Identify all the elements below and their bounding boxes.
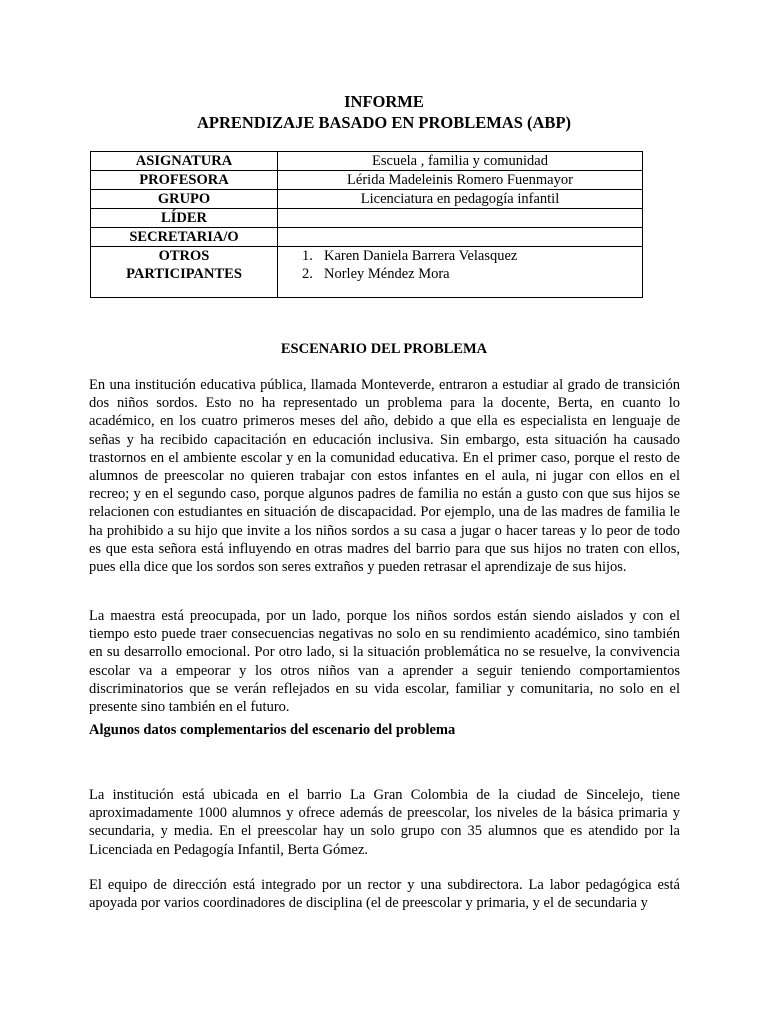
asignatura-value: Escuela , familia y comunidad xyxy=(278,152,643,171)
otros-label-line2: PARTICIPANTES xyxy=(126,266,242,282)
profesora-value: Lérida Madeleinis Romero Fuenmayor xyxy=(278,171,643,190)
asignatura-label: ASIGNATURA xyxy=(91,152,278,171)
secretaria-label: SECRETARIA/O xyxy=(91,228,278,247)
escenario-heading: ESCENARIO DEL PROBLEMA xyxy=(280,341,488,357)
list-number: 1. xyxy=(302,248,313,264)
escenario-paragraph-1: En una institución educativa pública, llamada Monteverde, entraron a estudiar al grado de transición dos niños sordos. Esto no ha representado un problema para la docente, Berta, en cuanto lo académico, en los cuatro primeros meses del año, debido a que ella es especialista en lenguaje de señas y ha recibido capacitación en educación inclusiva. Sin embargo, esta situación ha causado trastornos en el ambiente escolar y en la comunidad educativa. En el primer caso, porque el resto de alumnos de preescolar no quieren trabajar con estos infantes en el aula, ni jugar con ellos en el recreo; y en el segundo caso, porque algunos padres de familia no están a gusto con que sus hijos se relacionen con estudiantes en situación de discapacidad. Por ejemplo, una de las madres de familia le ha prohibido a su hijo que invite a los niños sordos a su casa a jugar o hacer tareas y lo peor de todo es que esta señora está influyendo en otras madres del barrio para que sus hijos no traten con ellos, pues ella dice que los sordos son seres extraños y pueden retrasar el aprendizaje de sus hijos. xyxy=(89,377,680,576)
list-item xyxy=(302,265,638,283)
otros-label-line1: OTROS xyxy=(158,248,210,264)
table-row xyxy=(91,152,643,171)
info-table xyxy=(90,151,643,298)
table-row xyxy=(91,247,643,298)
complementarios-paragraph-1: La institución está ubicada en el barrio La Gran Colombia de la ciudad de Sincelejo, tiene aproximadamente 1000 alumnos y ofrece además de preescolar, los niveles de la básica primaria y secundaria, y media. En el preescolar hay un solo grupo con 35 alumnos que es atendido por la Licenciada en Pedagogía Infantil, Berta Gómez. xyxy=(89,787,680,858)
grupo-value: Licenciatura en pedagogía infantil xyxy=(278,190,643,209)
escenario-paragraph-2: La maestra está preocupada, por un lado, porque los niños sordos están siendo aislados y con el tiempo esto puede traer consecuencias negativas no solo en su rendimiento académico, sino también en su desarrollo emocional. Por otro lado, si la situación problemática no se resuelve, la convivencia escolar va a empeorar y los otros niños van a aprender a seguir teniendo comportamientos discriminatorios que se verán reflejados en su vida escolar, familiar y comunitaria, no solo en el presente sino también en el futuro. xyxy=(89,608,680,716)
participant-name: Karen Daniela Barrera Velasquez xyxy=(324,248,518,264)
table-row xyxy=(91,228,643,247)
complementarios-heading: Algunos datos complementarios del escenario del problema xyxy=(89,722,456,738)
participants-list xyxy=(278,247,643,298)
table-row xyxy=(91,209,643,228)
lider-value xyxy=(278,209,643,228)
doc-subtitle: APRENDIZAJE BASADO EN PROBLEMAS (ABP) xyxy=(196,113,572,132)
table-row xyxy=(91,171,643,190)
participant-name: Norley Méndez Mora xyxy=(324,266,450,282)
list-item xyxy=(302,247,638,265)
profesora-label: PROFESORA xyxy=(91,171,278,190)
complementarios-paragraph-2: El equipo de dirección está integrado por un rector y una subdirectora. La labor pedagógica está apoyada por varios coordinadores de disciplina (el de preescolar y primaria, y el de secundaria y xyxy=(89,877,680,912)
table-row xyxy=(91,190,643,209)
grupo-label: GRUPO xyxy=(91,190,278,209)
secretaria-value xyxy=(278,228,643,247)
otros-participantes-label xyxy=(91,247,278,298)
list-number: 2. xyxy=(302,266,313,282)
lider-label: LÍDER xyxy=(91,209,278,228)
doc-title: INFORME xyxy=(344,92,424,111)
